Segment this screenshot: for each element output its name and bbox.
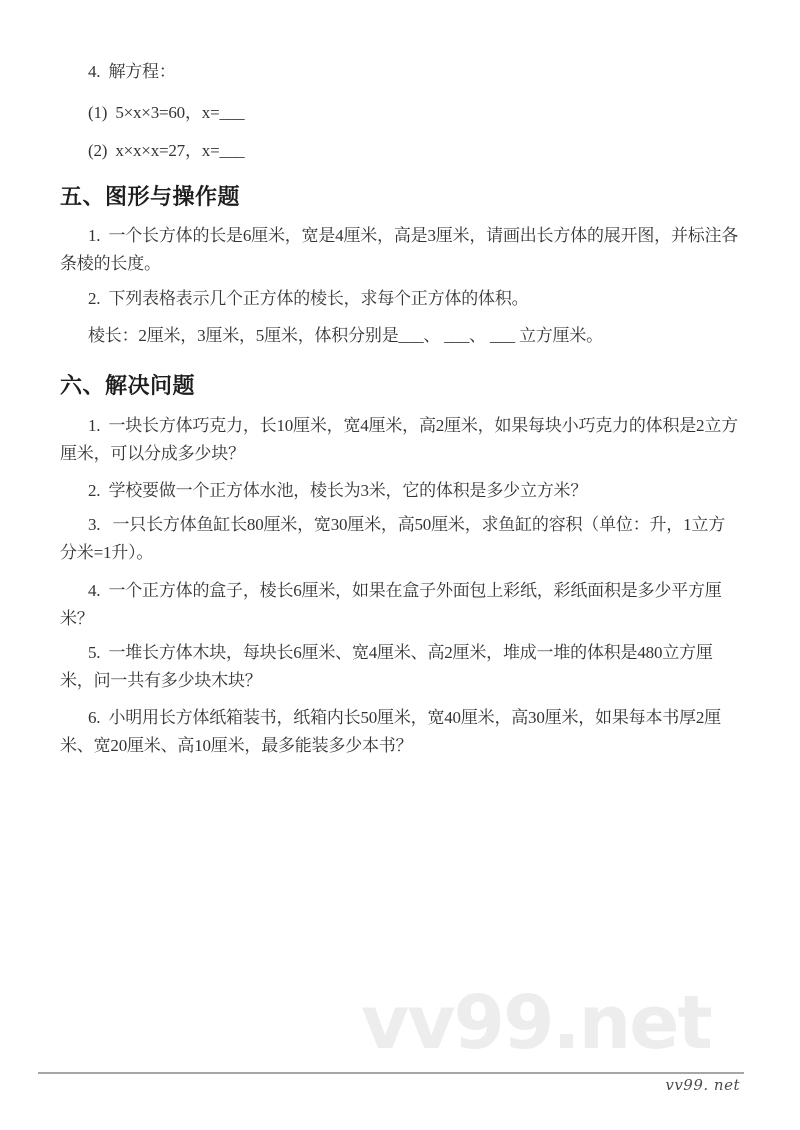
section6-problem-2: 2. 学校要做一个正方体水池，棱长为3米，它的体积是多少立方米？: [88, 481, 588, 500]
section6-problem-3: 3. 一只长方体鱼缸长80厘米，宽30厘米，高50厘米，求鱼缸的容积（单位：升，1立方分米=1升）。: [60, 515, 725, 562]
section6-problem-5: 5. 一堆长方体木块，每块长6厘米、宽4厘米、高2厘米，堆成一堆的体积是480立方厘米，问一共有多少块木块？: [60, 643, 713, 690]
equation-item-2: (2) x×x×x=27，x=___: [88, 141, 245, 160]
footer-divider: [38, 1072, 744, 1074]
footer-site-label: vv99. net: [665, 1076, 740, 1094]
section6-problem-4: 4. 一个正方体的盒子，棱长6厘米，如果在盒子外面包上彩纸，彩纸面积是多少平方厘米？: [60, 581, 722, 628]
equation-item-1: (1) 5×x×3=60，x=___: [88, 103, 245, 122]
section5-problem-2: 2. 下列表格表示几个正方体的棱长，求每个正方体的体积。: [88, 289, 529, 308]
solve-equations-title: 4. 解方程：: [88, 62, 176, 81]
section5-problem-2-blanks: 棱长：2厘米，3厘米，5厘米，体积分别是___、 ___、 ___ 立方厘米。: [88, 326, 603, 345]
section-6-heading: 六、解决问题: [60, 373, 196, 398]
section6-problem-1: 1. 一块长方体巧克力，长10厘米，宽4厘米，高2厘米，如果每块小巧克力的体积是2立方厘米，可以分成多少块？: [60, 416, 738, 463]
section6-problem-6: 6. 小明用长方体纸箱装书，纸箱内长50厘米，宽40厘米，高30厘米，如果每本书厚2厘米、宽20厘米、高10厘米，最多能装多少本书？: [60, 708, 721, 755]
section5-problem-1: 1. 一个长方体的长是6厘米，宽是4厘米，高是3厘米，请画出长方体的展开图，并标注各条棱的长度。: [60, 226, 739, 273]
section-5-heading: 五、图形与操作题: [60, 184, 241, 209]
worksheet-content: [60, 0, 740, 760]
watermark-text: vv99.net: [361, 980, 711, 1066]
